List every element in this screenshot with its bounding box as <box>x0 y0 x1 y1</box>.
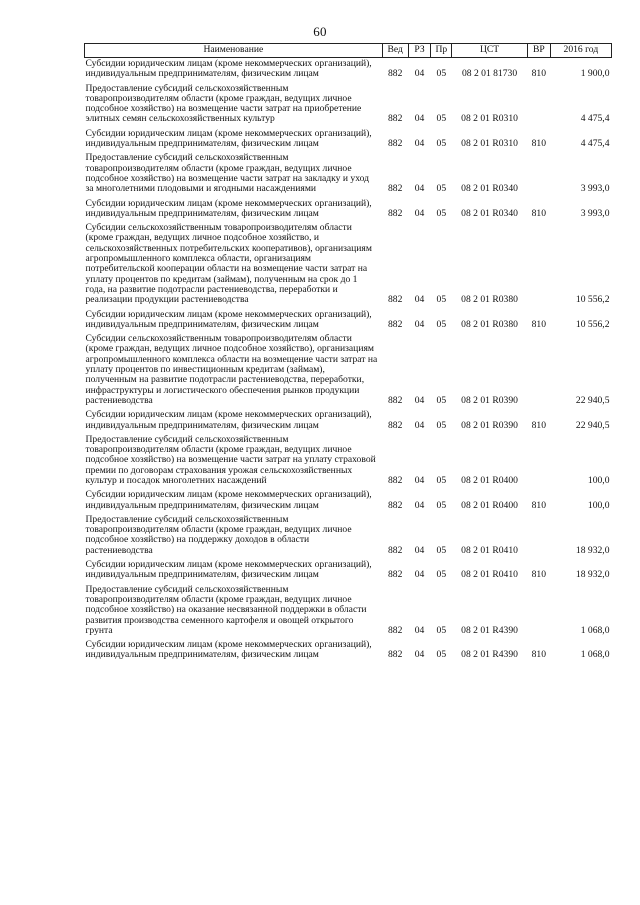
row-rz: 04 <box>414 474 425 486</box>
row-name: Субсидии сельскохозяйственным товаропроизводителям области (кроме граждан, ведущих личное подсобное хозяйство, и сельскохозяйственных потребительских кооперативов), организациям агропромышленного комплекса области, организациям потребительской кооперации области на возмещение части затрат на уплату процентов по кредитам (займам), полученным на срок до 1 года, на развитие подотрасли растениеводства, переработки и реализации продукции растениеводства <box>85 222 372 306</box>
row-vr: 810 <box>531 207 546 219</box>
row-ved: 882 <box>387 394 403 406</box>
row-ved: 882 <box>387 138 403 150</box>
row-pr: 05 <box>436 419 447 431</box>
row-name: Предоставление субсидий сельскохозяйственным товаропроизводителям области (кроме граждан, ведущих личное подсобное хозяйство) на оказание несвязанной поддержки в области развития производства семенного картофеля и овощей открытого грунта <box>85 583 367 636</box>
row-rz: 04 <box>414 207 425 219</box>
row-name: Предоставление субсидий сельскохозяйственным товаропроизводителям области (кроме граждан, ведущих личное подсобное хозяйство) на возмещение части затрат на приобретение элитных семян сельскохозяйственных культур <box>85 82 362 125</box>
header-cst: ЦСТ <box>452 44 528 58</box>
row-cst: 08 2 01 R4390 <box>461 649 518 661</box>
header-year: 2016 год <box>550 44 611 58</box>
row-pr: 05 <box>436 394 447 406</box>
table-row <box>85 309 612 334</box>
table-row <box>85 83 612 128</box>
row-rz: 04 <box>414 294 425 306</box>
table-row <box>85 222 612 308</box>
row-vr <box>527 152 550 197</box>
row-ved: 882 <box>387 294 403 306</box>
row-ved: 882 <box>387 569 403 581</box>
row-name: Субсидии сельскохозяйственным товаропроизводителям области (кроме граждан, ведущих личное подсобное хозяйство), организациям агропромышленного комплекса области на возмещение части затрат на уплату процентов по инвестиционным кредитам (займам), полученным на развитие подотрасли растениеводства, переработки, инфраструктуры и логистического обеспечения рынков продукции растениеводства <box>85 333 378 406</box>
header-vr: ВР <box>527 44 550 58</box>
row-vr: 810 <box>531 419 546 431</box>
row-cst: 08 2 01 R0340 <box>461 207 518 219</box>
table-row <box>85 559 612 584</box>
row-vr: 810 <box>531 649 546 661</box>
row-ved: 882 <box>387 649 403 661</box>
row-pr: 05 <box>436 138 447 150</box>
header-pr: Пр <box>431 44 452 58</box>
row-amount: 3 993,0 <box>580 207 610 219</box>
row-ved: 882 <box>387 318 403 330</box>
row-ved: 882 <box>387 68 403 80</box>
row-cst: 08 2 01 R0390 <box>461 394 518 406</box>
row-pr: 05 <box>436 183 447 195</box>
row-cst: 08 2 01 R0380 <box>461 294 518 306</box>
row-ved: 882 <box>387 183 403 195</box>
row-ved: 882 <box>387 419 403 431</box>
row-vr <box>527 333 550 409</box>
row-vr <box>527 514 550 559</box>
row-vr: 810 <box>531 318 546 330</box>
row-name: Субсидии юридическим лицам (кроме некоммерческих организаций), индивидуальным предпринимателям, физическим лицам <box>85 559 372 581</box>
row-name: Субсидии юридическим лицам (кроме некоммерческих организаций), индивидуальным предпринимателям, физическим лицам <box>85 489 372 511</box>
row-vr <box>527 83 550 128</box>
row-amount: 1 900,0 <box>580 68 610 80</box>
row-vr: 810 <box>531 569 546 581</box>
header-rz: РЗ <box>408 44 431 58</box>
row-amount: 4 475,4 <box>580 138 610 150</box>
table-row <box>85 639 612 664</box>
row-rz: 04 <box>414 113 425 125</box>
row-pr: 05 <box>436 624 447 636</box>
row-rz: 04 <box>414 499 425 511</box>
table-row <box>85 489 612 514</box>
row-name: Субсидии юридическим лицам (кроме некоммерческих организаций), индивидуальным предпринимателям, физическим лицам <box>85 409 372 431</box>
row-rz: 04 <box>414 624 425 636</box>
row-amount: 10 556,2 <box>575 294 610 306</box>
row-vr <box>527 434 550 489</box>
row-vr: 810 <box>531 138 546 150</box>
row-name: Субсидии юридическим лицам (кроме некоммерческих организаций), индивидуальным предпринимателям, физическим лицам <box>85 127 372 150</box>
header-name: Наименование <box>85 44 383 58</box>
row-amount: 10 556,2 <box>575 318 610 330</box>
row-pr: 05 <box>436 68 447 80</box>
row-amount: 4 475,4 <box>580 113 610 125</box>
table-row <box>85 514 612 559</box>
row-pr: 05 <box>436 318 447 330</box>
row-cst: 08 2 01 R0400 <box>461 474 518 486</box>
row-name: Субсидии юридическим лицам (кроме некоммерческих организаций), индивидуальным предпринимателям, физическим лицам <box>85 308 372 330</box>
table-header <box>85 44 612 58</box>
row-ved: 882 <box>387 499 403 511</box>
row-amount: 22 940,5 <box>575 394 610 406</box>
row-rz: 04 <box>414 183 425 195</box>
table-row <box>85 333 612 409</box>
row-cst: 08 2 01 R0410 <box>461 544 518 556</box>
row-cst: 08 2 01 R0340 <box>461 183 518 195</box>
row-ved: 882 <box>387 544 403 556</box>
row-amount: 100,0 <box>587 474 610 486</box>
budget-table <box>84 43 612 664</box>
row-cst: 08 2 01 R0410 <box>461 569 518 581</box>
row-name: Субсидии юридическим лицам (кроме некоммерческих организаций), индивидуальным предпринимателям, физическим лицам <box>85 639 372 661</box>
row-ved: 882 <box>387 207 403 219</box>
row-cst: 08 2 01 R0400 <box>461 499 518 511</box>
row-vr: 810 <box>531 68 546 80</box>
row-pr: 05 <box>436 649 447 661</box>
row-cst: 08 2 01 R0310 <box>461 113 518 125</box>
row-name: Предоставление субсидий сельскохозяйственным товаропроизводителям области (кроме граждан, ведущих личное подсобное хозяйство) на возмещение части затрат на закладку и уход за многолетними плодовыми и ягодными насаждениями <box>85 152 370 195</box>
row-cst: 08 2 01 R0310 <box>461 138 518 150</box>
table-row <box>85 128 612 153</box>
row-cst: 08 2 01 81730 <box>461 68 518 80</box>
row-vr <box>527 584 550 639</box>
row-vr: 810 <box>531 499 546 511</box>
row-pr: 05 <box>436 474 447 486</box>
table-row <box>85 584 612 639</box>
row-name: Субсидии юридическим лицам (кроме некоммерческих организаций), индивидуальным предпринимателям, физическим лицам <box>85 197 372 219</box>
page-number: 60 <box>313 24 327 39</box>
row-rz: 04 <box>414 318 425 330</box>
table-row <box>85 198 612 223</box>
row-ved: 882 <box>387 113 403 125</box>
row-amount: 3 993,0 <box>580 183 610 195</box>
row-name: Предоставление субсидий сельскохозяйственным товаропроизводителям области (кроме граждан, ведущих личное подсобное хозяйство) на возмещение части затрат на уплату страховой премии по договорам страхования урожая сельскохозяйственных культур и посадок многолетних насаждений <box>85 433 376 486</box>
row-amount: 18 932,0 <box>575 569 610 581</box>
row-pr: 05 <box>436 544 447 556</box>
row-rz: 04 <box>414 544 425 556</box>
row-cst: 08 2 01 R0390 <box>461 419 518 431</box>
row-cst: 08 2 01 R4390 <box>461 624 518 636</box>
row-cst: 08 2 01 R0380 <box>461 318 518 330</box>
row-pr: 05 <box>436 207 447 219</box>
row-amount: 18 932,0 <box>575 544 610 556</box>
row-vr <box>527 222 550 308</box>
table-row <box>85 409 612 434</box>
row-pr: 05 <box>436 499 447 511</box>
table-row <box>85 58 612 83</box>
table-body <box>85 58 612 664</box>
row-rz: 04 <box>414 394 425 406</box>
row-rz: 04 <box>414 68 425 80</box>
row-amount: 1 068,0 <box>580 624 610 636</box>
row-ved: 882 <box>387 474 403 486</box>
row-pr: 05 <box>436 294 447 306</box>
row-pr: 05 <box>436 113 447 125</box>
row-amount: 100,0 <box>587 499 610 511</box>
table-row <box>85 152 612 197</box>
row-amount: 1 068,0 <box>580 649 610 661</box>
table-row <box>85 434 612 489</box>
row-rz: 04 <box>414 569 425 581</box>
row-rz: 04 <box>414 419 425 431</box>
header-ved: Вед <box>382 44 408 58</box>
row-name: Предоставление субсидий сельскохозяйственным товаропроизводителям области (кроме граждан, ведущих личное подсобное хозяйство) на поддержку доходов в области растениеводства <box>85 513 352 556</box>
row-rz: 04 <box>414 649 425 661</box>
row-amount: 22 940,5 <box>575 419 610 431</box>
row-ved: 882 <box>387 624 403 636</box>
row-name: Субсидии юридическим лицам (кроме некоммерческих организаций), индивидуальным предпринимателям, физическим лицам <box>85 58 372 80</box>
row-pr: 05 <box>436 569 447 581</box>
row-rz: 04 <box>414 138 425 150</box>
